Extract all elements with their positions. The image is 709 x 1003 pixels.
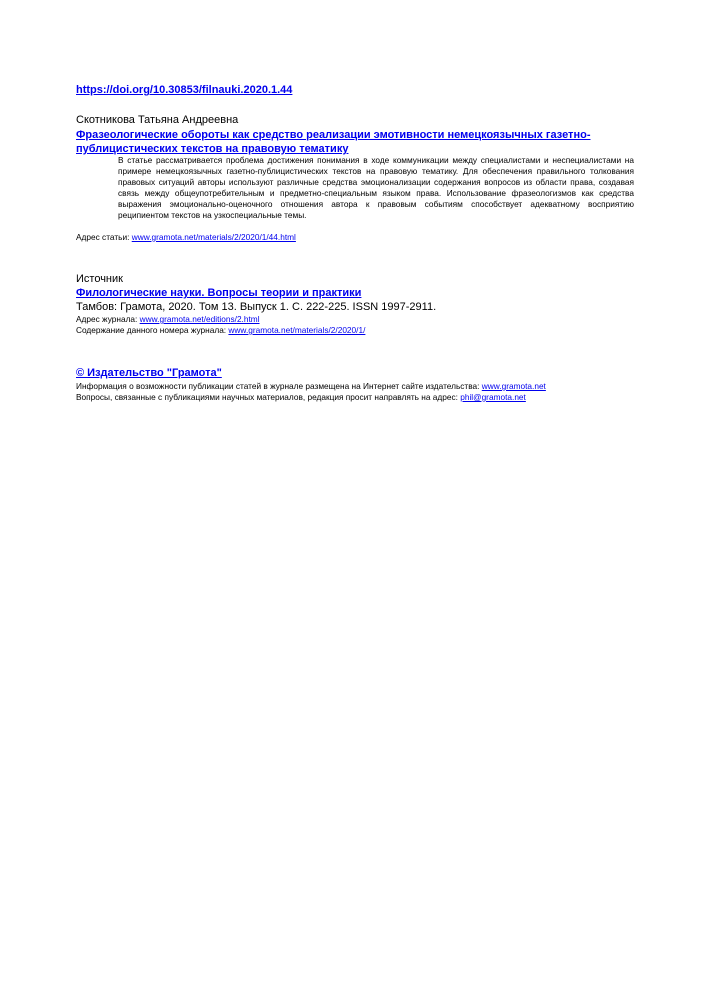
- source-label: Источник: [76, 273, 123, 285]
- publisher-info: [76, 381, 546, 392]
- journal-address-link[interactable]: www.gramota.net/editions/2.html: [139, 314, 260, 324]
- publisher-site-link[interactable]: www.gramota.net: [481, 381, 546, 391]
- publisher-info-text: Информация о возможности публикации статей в журнале размещена на Интернет сайте издательства:: [76, 381, 482, 391]
- article-abstract: В статье рассматривается проблема достижения понимания в ходе коммуникации между специалистами и неспециалистами на примере немецкоязычных газетно-публицистических текстов на правовую тематику. Для обеспечения правильного толкования правовых ситуаций авторы используют различные средства эмоционализации содержания вопросов из области права, создавая связь между общеупотребительным и предметно-специальным языком права. Использование фразеологизмов как средства выражения эмоционально-оценочного отношения автора к правовым событиям способствует адекватному восприятию реципиентом текстов на узкоспециальные темы.: [118, 155, 634, 221]
- issue-contents-label: Содержание данного номера журнала:: [76, 325, 229, 335]
- issue-contents: [76, 325, 365, 336]
- article-address-label: Адрес статьи:: [76, 232, 132, 242]
- publisher-contact: [76, 392, 526, 403]
- article-address: [76, 232, 296, 243]
- article-author: Скотникова Татьяна Андреевна: [76, 114, 239, 126]
- publisher-copyright-link[interactable]: © Издательство "Грамота": [76, 367, 222, 379]
- issue-contents-link[interactable]: www.gramota.net/materials/2/2020/1/: [228, 325, 366, 335]
- publisher-email-link[interactable]: phil@gramota.net: [460, 392, 526, 402]
- doi-link[interactable]: https://doi.org/10.30853/filnauki.2020.1.44: [76, 84, 293, 96]
- article-address-link[interactable]: www.gramota.net/materials/2/2020/1/44.html: [131, 232, 296, 242]
- journal-address-label: Адрес журнала:: [76, 314, 140, 324]
- publisher-contact-text: Вопросы, связанные с публикациями научных материалов, редакция просит направлять на адрес:: [76, 392, 461, 402]
- article-title-link[interactable]: Фразеологические обороты как средство реализации эмотивности немецкоязычных газетно-публицистических текстов на правовую тематику: [76, 129, 591, 155]
- journal-title-link[interactable]: Филологические науки. Вопросы теории и практики: [76, 287, 362, 299]
- journal-address: [76, 314, 260, 325]
- journal-bibliography: Тамбов: Грамота, 2020. Том 13. Выпуск 1. C. 222-225. ISSN 1997-2911.: [76, 301, 437, 313]
